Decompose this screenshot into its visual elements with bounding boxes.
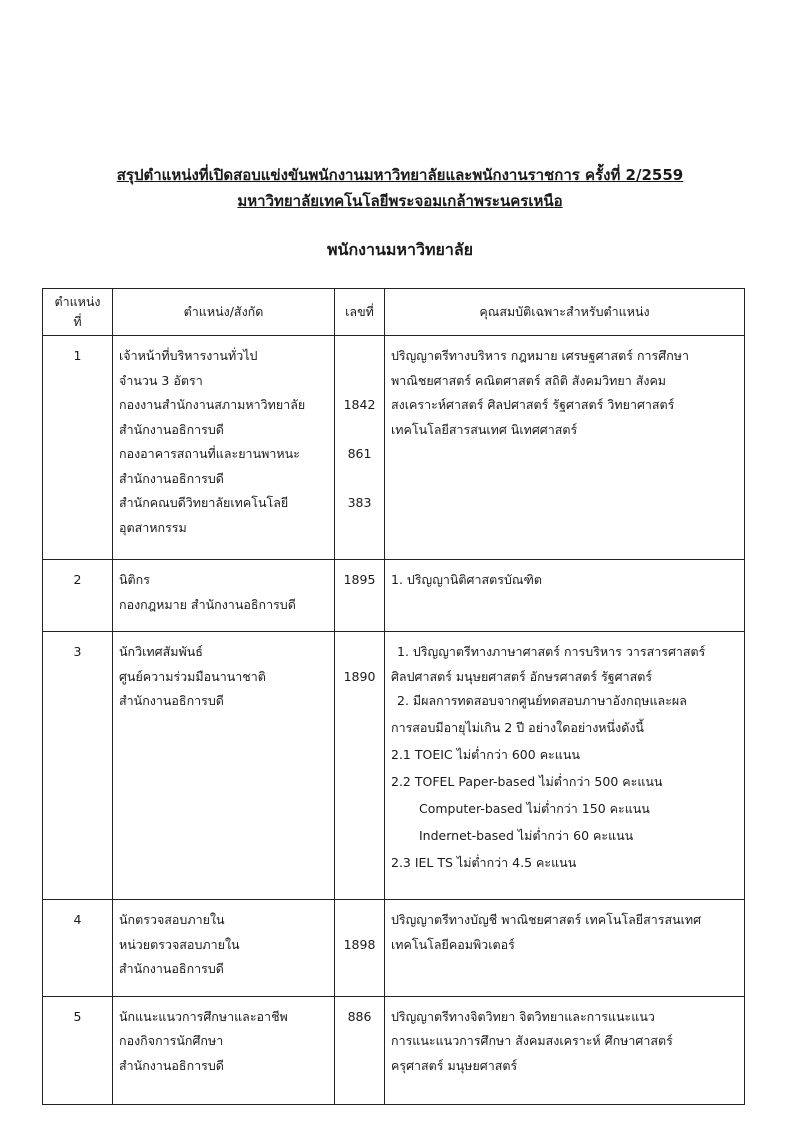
row-no: 1: [43, 336, 113, 560]
row-position: [113, 336, 335, 560]
position-line: สำนักงานอธิการบดี: [119, 470, 224, 486]
qualification-line: เทคโนโลยีคอมพิวเตอร์: [391, 936, 515, 952]
qualification-line: ปริญญาตรีทางจิตวิทยา จิตวิทยาและการแนะแนว: [391, 1008, 655, 1024]
row-position: [113, 996, 335, 1104]
row-number: [335, 560, 385, 632]
qualification-line: พาณิชยศาสตร์ คณิตศาสตร์ สถิติ สังคมวิทยา สังคม: [391, 372, 667, 388]
row-number: [335, 996, 385, 1104]
position-line: กองกฎหมาย สำนักงานอธิการบดี: [119, 596, 296, 612]
position-line: นักแนะแนวการศึกษาและอาชีพ: [119, 1008, 288, 1024]
position-number: 1842: [343, 397, 376, 412]
position-line: เจ้าหน้าที่บริหารงานทั่วไป: [119, 348, 258, 363]
row-qualification: [385, 632, 745, 900]
qualification-line: Indernet-based ไม่ต่ำกว่า 60 คะแนน: [419, 827, 634, 843]
row-qualification: [385, 996, 745, 1104]
table-row: [43, 560, 745, 632]
qualification-line: 2.2 TOFEL Paper-based ไม่ต่ำกว่า 500 คะแนน: [391, 773, 663, 789]
header-position-no: [43, 289, 113, 336]
row-no: 4: [43, 900, 113, 997]
university-name: มหาวิทยาลัยเทคโนโลยีพระจอมเกล้าพระนครเหนือ: [237, 192, 563, 210]
table-row: [43, 632, 745, 900]
position-line: กองงานสำนักงานสภามหาวิทยาลัย: [119, 397, 306, 412]
qualification-line: 2. มีผลการทดสอบจากศูนย์ทดสอบภาษาอังกฤษและผล: [397, 693, 687, 708]
position-line: นิติกร: [119, 572, 150, 587]
qualification-line: สงเคราะห์ศาสตร์ ศิลปศาสตร์ รัฐศาสตร์ วิทยาศาสตร์: [391, 397, 675, 412]
table-header-row: [43, 289, 745, 336]
row-no: 3: [43, 632, 113, 900]
qualification-line: 1. ปริญญานิติศาสตรบัณฑิต: [391, 572, 542, 587]
position-number: 383: [347, 495, 372, 510]
row-number: [335, 632, 385, 900]
position-number: 1895: [343, 572, 376, 587]
position-number: 1890: [343, 668, 376, 684]
qualification-line: 2.1 TOEIC ไม่ต่ำกว่า 600 คะแนน: [391, 746, 580, 762]
qualification-line: ปริญญาตรีทางบริหาร กฎหมาย เศรษฐศาสตร์ การศึกษา: [391, 348, 690, 363]
row-qualification: [385, 336, 745, 560]
row-position: [113, 632, 335, 900]
position-line: สำนักงานอธิการบดี: [119, 961, 224, 976]
qualification-line: การสอบมีอายุไม่เกิน 2 ปี อย่างใดอย่างหนึ่งดังนี้: [391, 719, 644, 735]
qualification-line: การแนะแนวการศึกษา สังคมสงเคราะห์ ศึกษาศาสตร์: [391, 1033, 673, 1048]
position-number: 1898: [343, 936, 376, 952]
document-title: สรุปตำแหน่งที่เปิดสอบแข่งขันพนักงานมหาวิทยาลัยและพนักงานราชการ ครั้งที่ 2/2559: [116, 166, 684, 184]
row-number: [335, 336, 385, 560]
position-line: กองอาคารสถานที่และยานพาหนะ: [119, 446, 300, 461]
position-number: 861: [347, 446, 372, 461]
table-row: [43, 996, 745, 1104]
row-number: [335, 900, 385, 997]
table-row: [43, 900, 745, 997]
position-line: อุตสาหกรรม: [119, 519, 187, 535]
qualification-line: Computer-based ไม่ต่ำกว่า 150 คะแนน: [419, 800, 650, 816]
header-number: เลขที่: [335, 289, 385, 336]
position-line: สำนักงานอธิการบดี: [119, 421, 224, 437]
table-row: [43, 336, 745, 560]
row-position: [113, 560, 335, 632]
position-number: 886: [347, 1008, 372, 1024]
row-qualification: [385, 560, 745, 632]
row-no: 2: [43, 560, 113, 632]
position-line: หน่วยตรวจสอบภายใน: [119, 936, 240, 952]
qualification-line: 2.3 IEL TS ไม่ต่ำกว่า 4.5 คะแนน: [391, 854, 577, 870]
row-no: 5: [43, 996, 113, 1104]
header-no-line2: ที่: [73, 314, 82, 329]
row-qualification: [385, 900, 745, 997]
qualification-line: ปริญญาตรีทางบัญชี พาณิชยศาสตร์ เทคโนโลยีสารสนเทศ: [391, 912, 702, 927]
header-qualification: คุณสมบัติเฉพาะสำหรับตำแหน่ง: [385, 289, 745, 336]
qualification-line: ครุศาสตร์ มนุษยศาสตร์: [391, 1057, 518, 1073]
positions-table: [42, 288, 745, 1105]
section-title: พนักงานมหาวิทยาลัย: [326, 240, 474, 259]
position-line: สำนักงานอธิการบดี: [119, 1057, 224, 1073]
position-line: สำนักงานอธิการบดี: [119, 693, 224, 708]
position-line: นักตรวจสอบภายใน: [119, 912, 225, 927]
qualification-line: 1. ปริญญาตรีทางภาษาศาสตร์ การบริหาร วารสารศาสตร์: [397, 644, 706, 659]
position-line: สำนักคณบดีวิทยาลัยเทคโนโลยี: [119, 495, 289, 510]
position-line: ศูนย์ความร่วมมือนานาชาติ: [119, 668, 266, 684]
qualification-line: เทคโนโลยีสารสนเทศ นิเทศศาสตร์: [391, 421, 578, 437]
header-no-line1: ตำแหน่ง: [54, 294, 101, 309]
position-line: กองกิจการนักศึกษา: [119, 1033, 224, 1048]
document-header: [0, 162, 800, 214]
position-line: นักวิเทศสัมพันธ์: [119, 644, 203, 659]
qualification-line: ศิลปศาสตร์ มนุษยศาสตร์ อักษรศาสตร์ รัฐศาสตร์: [391, 668, 653, 684]
header-position-affiliation: ตำแหน่ง/สังกัด: [113, 289, 335, 336]
row-position: [113, 900, 335, 997]
position-line: จำนวน 3 อัตรา: [119, 372, 203, 388]
